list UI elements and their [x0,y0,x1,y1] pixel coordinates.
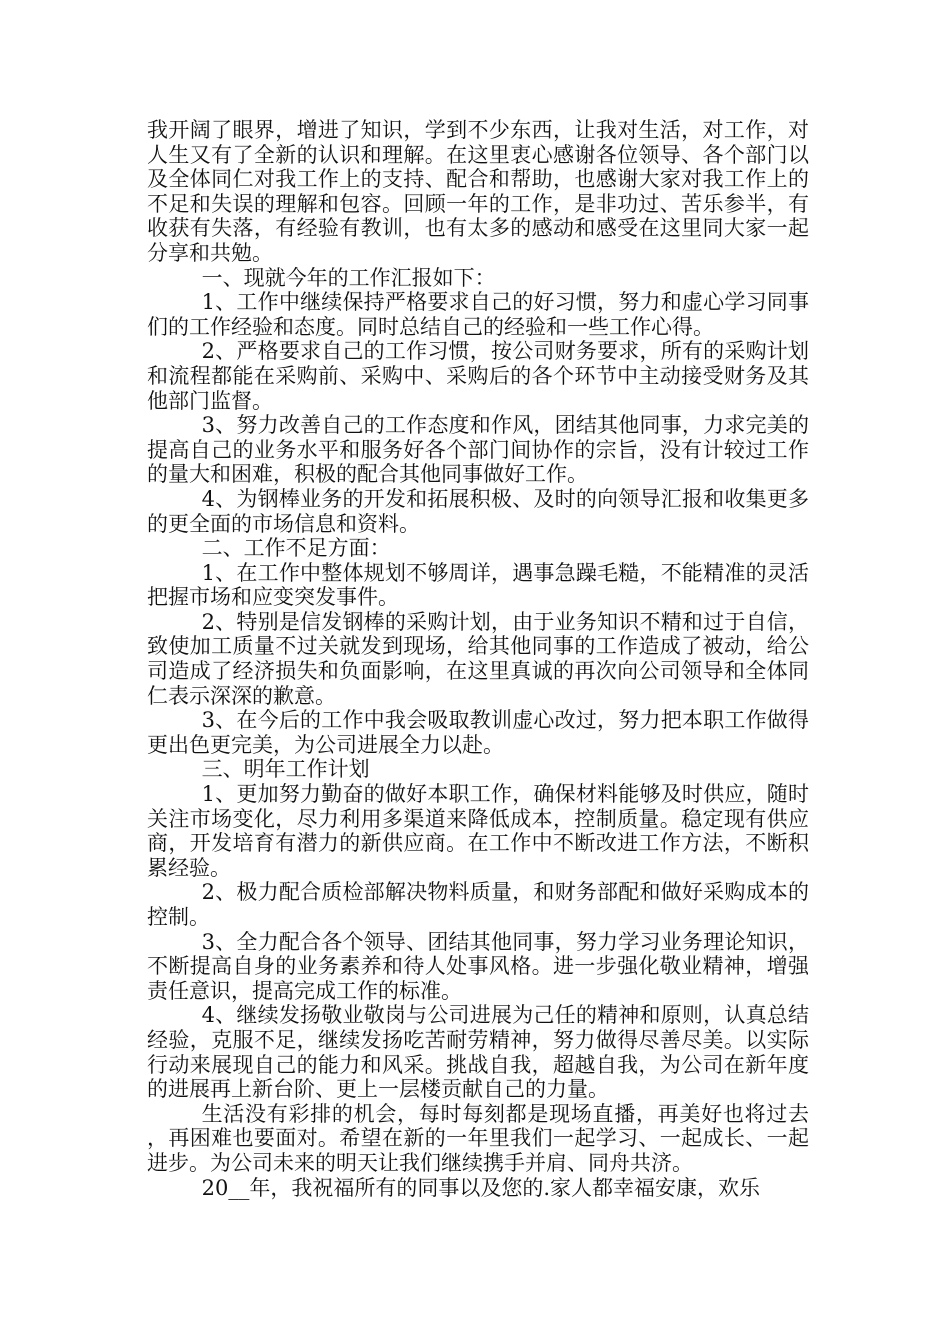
paragraph-plan-2: 2、极力配合质检部解决物料质量，和财务部配和做好采购成本的控制。 [147,880,809,929]
paragraph-report-item-2: 2、严格要求自己的工作习惯，按公司财务要求，所有的采购计划和流程都能在采购前、采购中、采购后的各个环节中主动接受财务及其他部门监督。 [147,339,809,413]
heading-next-year-plan: 三、明年工作计划 [201,757,370,782]
paragraph-plan-3: 3、全力配合各个领导、团结其他同事，努力学习业务理论知识，不断提高自身的业务素养和待人处事风格。进一步强化敬业精神，增强责任意识，提高完成工作的标准。 [147,929,809,1003]
paragraph-plan-4: 4、继续发扬敬业敬岗与公司进展为己任的精神和原则，认真总结经验，克服不足，继续发扬吃苦耐劳精神，努力做得尽善尽美。以实际行动来展现自己的能力和风采。挑战自我，超越自我，为公司在新年度的进展再上新台阶、更上一层楼贡献自己的力量。 [147,1003,809,1102]
paragraph-shortcoming-2: 2、特别是信发钢棒的采购计划，由于业务知识不精和过于自信，致使加工质量不过关就发到现场，给其他同事的工作造成了被动，给公司造成了经济损失和负面影响，在这里真诚的再次向公司领导和全体同仁表示深深的歉意。 [147,609,809,708]
paragraph-intro: 我开阔了眼界，增进了知识，学到不少东西，让我对生活，对工作，对人生又有了全新的认识和理解。在这里衷心感谢各位领导、各个部门以及全体同仁对我工作上的支持、配合和帮助，也感谢大家对我工作上的不足和失误的理解和包容。回顾一年的工作，是非功过、苦乐参半，有收获有失落，有经验有教训，也有太多的感动和感受在这里同大家一起分享和共勉。 [147,118,809,265]
paragraph-plan-1: 1、更加努力勤奋的做好本职工作，确保材料能够及时供应，随时关注市场变化，尽力利用多渠道来降低成本，控制质量。稳定现有供应商，开发培育有潜力的新供应商。在工作中不断改进工作方法，不断积累经验。 [147,782,809,880]
paragraph-shortcoming-1: 1、在工作中整体规划不够周详，遇事急躁毛糙，不能精准的灵活把握市场和应变突发事件。 [147,560,809,610]
document-body [147,118,809,1200]
paragraph-shortcoming-3: 3、在今后的工作中我会吸取教训虚心改过，努力把本职工作做得更出色更完美，为公司进展全力以赴。 [147,708,809,757]
heading-work-report: 一、现就今年的工作汇报如下： [201,265,496,290]
paragraph-report-item-1: 1、工作中继续保持严格要求自己的好习惯，努力和虚心学习同事们的工作经验和态度。同时总结自己的经验和一些工作心得。 [147,290,809,339]
paragraph-new-year-wishes: 20__年，我祝福所有的同事以及您的.家人都幸福安康，欢乐 [201,1175,760,1200]
paragraph-closing: 生活没有彩排的机会，每时每刻都是现场直播，再美好也将过去，再困难也要面对。希望在新的一年里我们一起学习、一起成长、一起进步。为公司未来的明天让我们继续携手并肩、同舟共济。 [147,1101,809,1175]
paragraph-report-item-3: 3、努力改善自己的工作态度和作风，团结其他同事，力求完美的提高自己的业务水平和服务好各个部门间协作的宗旨，没有计较过工作的量大和困难，积极的配合其他同事做好工作。 [147,413,809,487]
paragraph-report-item-4: 4、为钢棒业务的开发和拓展积极、及时的向领导汇报和收集更多的更全面的市场信息和资料。 [147,486,809,536]
heading-shortcomings: 二、工作不足方面： [201,536,391,561]
